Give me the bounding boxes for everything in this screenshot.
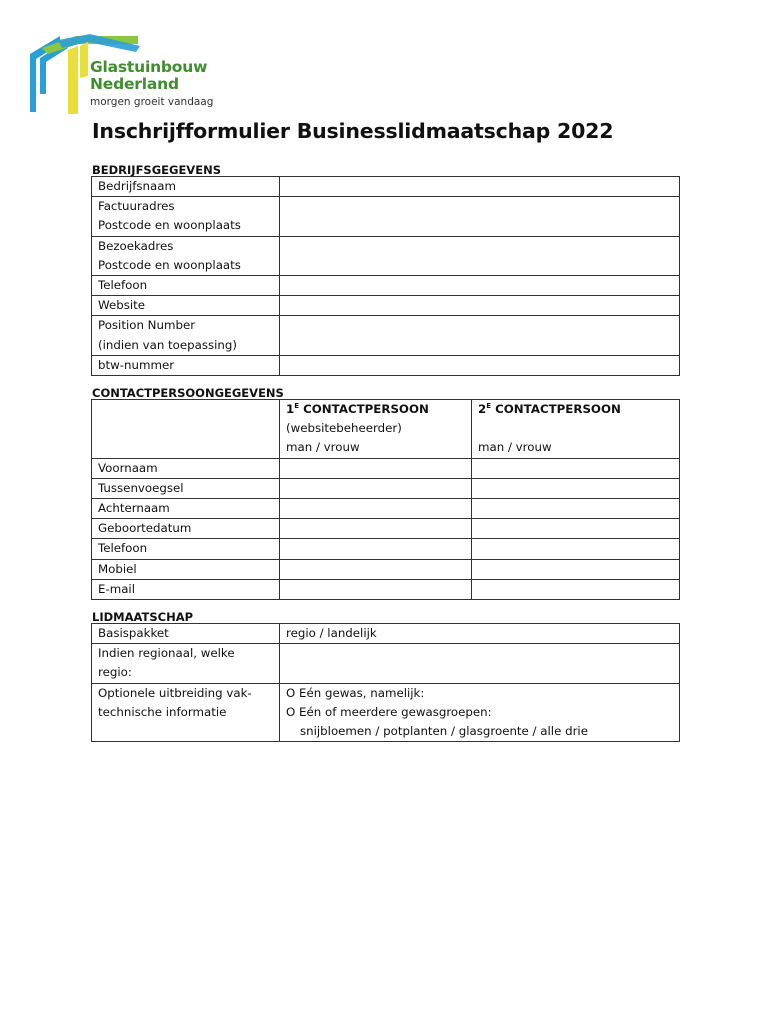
page-title: Inschrijfformulier Businesslidmaatschap 2022	[92, 119, 614, 143]
row-label: Telefoon	[92, 539, 280, 559]
bezoekadres-field[interactable]	[280, 236, 680, 275]
contact2-telefoon-field[interactable]	[472, 539, 680, 559]
telefoon-field[interactable]	[280, 276, 680, 296]
gewasgroepen-choices[interactable]: snijbloemen / potplanten / glasgroente / alle drie	[300, 724, 588, 739]
contact2-gender-option[interactable]: man / vrouw	[478, 440, 552, 455]
contact2-geboortedatum-field[interactable]	[472, 519, 680, 539]
table-row	[92, 197, 680, 236]
table-row	[92, 296, 680, 316]
table-row	[92, 400, 680, 459]
contact2-tussenvoegsel-field[interactable]	[472, 478, 680, 498]
row-label: Bedrijfsnaam	[92, 177, 280, 197]
table-row	[92, 519, 680, 539]
basispakket-option[interactable]: regio / landelijk	[280, 624, 680, 644]
row-label: Achternaam	[92, 499, 280, 519]
section-lidmaatschap-heading: LIDMAATSCHAP	[92, 610, 194, 624]
contact1-email-field[interactable]	[280, 579, 472, 599]
contact2-header: $2^E$ CONTACTPERSOON man / vrouw	[472, 400, 680, 459]
table-row	[92, 624, 680, 644]
row-label: Position Number (indien van toepassing)	[92, 316, 280, 355]
contact1-tussenvoegsel-field[interactable]	[280, 478, 472, 498]
table-row	[92, 276, 680, 296]
lidmaatschap-table	[91, 623, 680, 742]
factuuradres-field[interactable]	[280, 197, 680, 236]
row-label: btw-nummer	[92, 355, 280, 375]
contact2-mobiel-field[interactable]	[472, 559, 680, 579]
contact1-mobiel-field[interactable]	[280, 559, 472, 579]
logo-tagline: morgen groeit vandaag	[90, 96, 214, 108]
row-label: Voornaam	[92, 458, 280, 478]
row-label: Geboortedatum	[92, 519, 280, 539]
table-row	[92, 236, 680, 275]
table-row	[92, 478, 680, 498]
optie-gewasgroepen-radio[interactable]: O Eén of meerdere gewasgroepen:	[286, 704, 492, 719]
table-row	[92, 499, 680, 519]
section-bedrijfsgegevens-heading: BEDRIJFSGEGEVENS	[92, 163, 221, 177]
row-label: Indien regionaal, welke regio:	[92, 644, 280, 683]
contact1-gender-option[interactable]: man / vrouw	[286, 440, 360, 455]
contactpersoon-table	[91, 399, 680, 600]
table-row	[92, 316, 680, 355]
position-number-field[interactable]	[280, 316, 680, 355]
contact1-achternaam-field[interactable]	[280, 499, 472, 519]
table-row	[92, 355, 680, 375]
table-row	[92, 559, 680, 579]
regio-field[interactable]	[280, 644, 680, 683]
contact1-telefoon-field[interactable]	[280, 539, 472, 559]
table-row	[92, 579, 680, 599]
table-row	[92, 644, 680, 683]
table-row	[92, 177, 680, 197]
contact1-voornaam-field[interactable]	[280, 458, 472, 478]
row-label: Website	[92, 296, 280, 316]
row-label: Optionele uitbreiding vak- technische informatie	[92, 683, 280, 742]
contact2-achternaam-field[interactable]	[472, 499, 680, 519]
logo-name: Glastuinbouw Nederland	[90, 58, 208, 93]
section-contactpersoongegevens-heading: CONTACTPERSOONGEGEVENS	[92, 386, 284, 400]
row-label: Bezoekadres Postcode en woonplaats	[92, 236, 280, 275]
website-field[interactable]	[280, 296, 680, 316]
logo	[28, 32, 218, 112]
table-row	[92, 539, 680, 559]
bedrijfsgegevens-table	[91, 176, 680, 376]
row-label: E-mail	[92, 579, 280, 599]
contact1-geboortedatum-field[interactable]	[280, 519, 472, 539]
row-label: Telefoon	[92, 276, 280, 296]
row-label: Tussenvoegsel	[92, 478, 280, 498]
optie-een-gewas-radio[interactable]: O Eén gewas, namelijk:	[286, 685, 425, 700]
contact1-header: $1^E$ CONTACTPERSOON (websitebeheerder) man / vrouw	[280, 400, 472, 459]
bedrijfsnaam-field[interactable]	[280, 177, 680, 197]
row-label: Factuuradres Postcode en woonplaats	[92, 197, 280, 236]
row-label: Basispakket	[92, 624, 280, 644]
contact2-voornaam-field[interactable]	[472, 458, 680, 478]
btw-nummer-field[interactable]	[280, 355, 680, 375]
table-row	[92, 683, 680, 742]
contact2-email-field[interactable]	[472, 579, 680, 599]
optie-options	[280, 683, 680, 742]
table-row	[92, 458, 680, 478]
empty-header-cell	[92, 400, 280, 459]
row-label: Mobiel	[92, 559, 280, 579]
